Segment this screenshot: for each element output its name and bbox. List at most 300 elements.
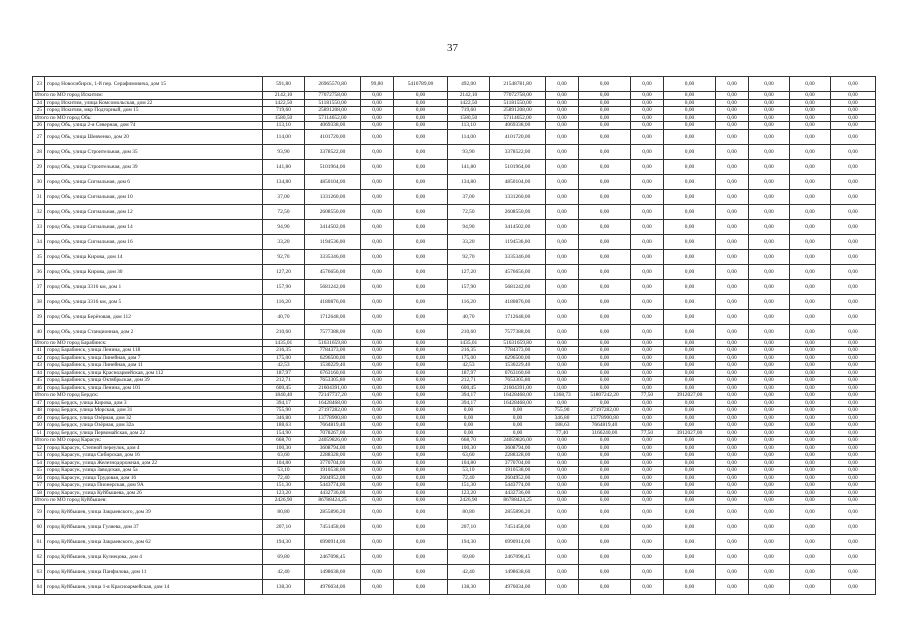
value-cell: 0,00 bbox=[716, 129, 749, 144]
value-cell: 92,70 bbox=[263, 249, 305, 264]
value-cell: 0,00 bbox=[361, 399, 394, 407]
value-cell: 1368,73 bbox=[546, 392, 579, 400]
address-cell: город Обь, улица 3316 км, дом 5 bbox=[45, 294, 263, 309]
value-cell: 13778900,80 bbox=[305, 414, 361, 422]
value-cell: 0,00 bbox=[716, 159, 749, 174]
value-cell: 0,00 bbox=[631, 369, 664, 377]
value-cell: 0,00 bbox=[490, 429, 546, 437]
subtotal-label: Итого по МО город Куйбышев: bbox=[33, 497, 263, 505]
value-cell: 42,40 bbox=[263, 564, 305, 579]
row-number: 40 bbox=[33, 324, 45, 339]
value-cell: 0,00 bbox=[831, 422, 876, 430]
table-row bbox=[33, 92, 876, 100]
value-cell: 0,00 bbox=[664, 497, 716, 505]
value-cell: 0,00 bbox=[716, 482, 749, 490]
value-cell: 0,00 bbox=[361, 422, 394, 430]
subtotal-label: Итого по МО город Барабинск: bbox=[33, 339, 263, 347]
value-cell: 0,00 bbox=[361, 579, 394, 594]
value-cell: 2426,90 bbox=[263, 497, 305, 505]
value-cell: 0,00 bbox=[394, 324, 448, 339]
value-cell: 1530229,40 bbox=[305, 362, 361, 370]
address-cell: город Обь, улица Строительная, дом 35 bbox=[45, 144, 263, 159]
address-cell: город Бердск, улица Озёрная, дом 32 bbox=[45, 414, 263, 422]
table-row bbox=[33, 129, 876, 144]
value-cell: 0,00 bbox=[716, 452, 749, 460]
value-cell: 57114652,00 bbox=[305, 114, 361, 122]
value-cell: 0,00 bbox=[394, 264, 448, 279]
value-cell: 0,00 bbox=[631, 482, 664, 490]
value-cell: 0,00 bbox=[790, 369, 831, 377]
value-cell: 0,00 bbox=[579, 504, 631, 519]
value-cell: 0,00 bbox=[361, 362, 394, 370]
value-cell: 0,00 bbox=[749, 122, 790, 130]
value-cell: 0,00 bbox=[749, 369, 790, 377]
value-cell: 0,00 bbox=[831, 467, 876, 475]
value-cell: 0,00 bbox=[631, 114, 664, 122]
value-cell: 0,00 bbox=[749, 99, 790, 107]
value-cell: 0,00 bbox=[664, 99, 716, 107]
value-cell: 0,00 bbox=[579, 219, 631, 234]
value-cell: 0,00 bbox=[631, 354, 664, 362]
row-number: 31 bbox=[33, 189, 45, 204]
value-cell: 0,00 bbox=[831, 489, 876, 497]
value-cell: 0,00 bbox=[579, 77, 631, 92]
value-cell: 175,00 bbox=[448, 354, 490, 362]
value-cell: 134,80 bbox=[448, 174, 490, 189]
value-cell: 114,00 bbox=[263, 129, 305, 144]
value-cell: 0,00 bbox=[790, 549, 831, 564]
table-row bbox=[33, 107, 876, 115]
value-cell: 210,60 bbox=[448, 324, 490, 339]
table-row bbox=[33, 249, 876, 264]
value-cell: 0,00 bbox=[664, 452, 716, 460]
address-cell: город Искитим, мкр Подгорный, дом 15 bbox=[45, 107, 263, 115]
address-cell: город Бердск, улица Морская, дом 31 bbox=[45, 407, 263, 415]
value-cell: 1530229,40 bbox=[490, 362, 546, 370]
value-cell: 0,00 bbox=[361, 482, 394, 490]
row-number: 27 bbox=[33, 129, 45, 144]
value-cell: 3414502,00 bbox=[305, 219, 361, 234]
value-cell: 72147737,20 bbox=[305, 392, 361, 400]
value-cell: 0,00 bbox=[831, 99, 876, 107]
value-cell: 0,00 bbox=[749, 422, 790, 430]
value-cell: 0,00 bbox=[831, 362, 876, 370]
value-cell: 0,00 bbox=[749, 444, 790, 452]
value-cell: 0,00 bbox=[664, 504, 716, 519]
value-cell: 0,00 bbox=[631, 437, 664, 445]
value-cell: 2855896,20 bbox=[490, 504, 546, 519]
value-cell: 4576656,00 bbox=[490, 264, 546, 279]
value-cell: 0,00 bbox=[749, 354, 790, 362]
value-cell: 2467098,45 bbox=[305, 549, 361, 564]
value-cell: 2142,10 bbox=[448, 92, 490, 100]
value-cell: 0,00 bbox=[749, 144, 790, 159]
value-cell: 0,00 bbox=[361, 249, 394, 264]
row-number: 30 bbox=[33, 174, 45, 189]
value-cell: 0,00 bbox=[631, 264, 664, 279]
table-row bbox=[33, 324, 876, 339]
table-row bbox=[33, 377, 876, 385]
value-cell: 0,00 bbox=[716, 347, 749, 355]
value-cell: 0,00 bbox=[831, 122, 876, 130]
value-cell: 51631659,80 bbox=[490, 339, 546, 347]
value-cell: 0,00 bbox=[716, 324, 749, 339]
value-cell: 0,00 bbox=[790, 122, 831, 130]
value-cell: 0,00 bbox=[749, 362, 790, 370]
value-cell: 210,60 bbox=[263, 324, 305, 339]
value-cell: 26965570,80 bbox=[305, 77, 361, 92]
value-cell: 0,00 bbox=[831, 347, 876, 355]
value-cell: 0,00 bbox=[790, 407, 831, 415]
address-cell: город Карасук, улица Заводская, дом 5а bbox=[45, 467, 263, 475]
value-cell: 42,53 bbox=[263, 362, 305, 370]
value-cell: 0,00 bbox=[394, 549, 448, 564]
value-cell: 0,00 bbox=[631, 452, 664, 460]
value-cell: 0,00 bbox=[831, 519, 876, 534]
value-cell: 0,00 bbox=[631, 467, 664, 475]
value-cell: 0,00 bbox=[790, 129, 831, 144]
value-cell: 0,00 bbox=[546, 249, 579, 264]
value-cell: 0,00 bbox=[579, 549, 631, 564]
table-row bbox=[33, 564, 876, 579]
value-cell: 0,00 bbox=[361, 489, 394, 497]
value-cell: 0,00 bbox=[631, 444, 664, 452]
value-cell: 0,00 bbox=[664, 414, 716, 422]
value-cell: 0,00 bbox=[790, 459, 831, 467]
value-cell: 2604952,00 bbox=[305, 474, 361, 482]
value-cell: 0,00 bbox=[361, 129, 394, 144]
value-cell: 600,45 bbox=[263, 384, 305, 392]
table-row bbox=[33, 519, 876, 534]
address-cell: город Обь, улица Кирова, дом 14 bbox=[45, 249, 263, 264]
value-cell: 16428468,00 bbox=[490, 399, 546, 407]
value-cell: 4180876,00 bbox=[305, 294, 361, 309]
value-cell: 346,80 bbox=[263, 414, 305, 422]
value-cell: 0,00 bbox=[361, 279, 394, 294]
table-row bbox=[33, 219, 876, 234]
value-cell: 0,00 bbox=[831, 474, 876, 482]
value-cell: 3912027,00 bbox=[664, 392, 716, 400]
row-number: 62 bbox=[33, 549, 45, 564]
value-cell: 0,00 bbox=[664, 294, 716, 309]
value-cell: 0,00 bbox=[546, 159, 579, 174]
value-cell: 0,00 bbox=[394, 564, 448, 579]
value-cell: 4850104,00 bbox=[305, 174, 361, 189]
value-cell: 0,00 bbox=[579, 249, 631, 264]
value-cell: 0,00 bbox=[579, 497, 631, 505]
value-cell: 0,00 bbox=[790, 354, 831, 362]
value-cell: 5681242,00 bbox=[490, 279, 546, 294]
value-cell: 0,00 bbox=[361, 519, 394, 534]
value-cell: 0,00 bbox=[664, 122, 716, 130]
value-cell: 6296500,00 bbox=[490, 354, 546, 362]
value-cell: 0,00 bbox=[631, 362, 664, 370]
value-cell: 0,00 bbox=[546, 444, 579, 452]
value-cell: 0,00 bbox=[664, 77, 716, 92]
value-cell: 194,30 bbox=[263, 534, 305, 549]
value-cell: 0,00 bbox=[579, 159, 631, 174]
value-cell: 0,00 bbox=[546, 122, 579, 130]
value-cell: 0,00 bbox=[716, 407, 749, 415]
value-cell: 0,00 bbox=[579, 564, 631, 579]
row-number: 33 bbox=[33, 219, 45, 234]
value-cell: 7653305,80 bbox=[490, 377, 546, 385]
value-cell: 0,00 bbox=[790, 414, 831, 422]
value-cell: 2288328,00 bbox=[490, 452, 546, 460]
value-cell: 0,00 bbox=[716, 219, 749, 234]
row-number: 24 bbox=[33, 99, 45, 107]
table-row bbox=[33, 114, 876, 122]
value-cell: 0,00 bbox=[546, 347, 579, 355]
value-cell: 0,00 bbox=[790, 497, 831, 505]
value-cell: 0,00 bbox=[716, 107, 749, 115]
value-cell: 0,00 bbox=[664, 399, 716, 407]
value-cell: 40,70 bbox=[263, 309, 305, 324]
value-cell: 0,00 bbox=[631, 92, 664, 100]
value-cell: 1712648,00 bbox=[490, 309, 546, 324]
value-cell: 0,00 bbox=[716, 497, 749, 505]
row-number: 64 bbox=[33, 579, 45, 594]
value-cell: 7451458,00 bbox=[305, 519, 361, 534]
value-cell: 0,00 bbox=[664, 264, 716, 279]
value-cell: 0,00 bbox=[579, 362, 631, 370]
value-cell: 0,00 bbox=[716, 99, 749, 107]
value-cell: 77,40 bbox=[546, 429, 579, 437]
value-cell: 1331260,00 bbox=[490, 189, 546, 204]
value-cell: 0,00 bbox=[394, 234, 448, 249]
value-cell: 0,00 bbox=[490, 414, 546, 422]
address-cell: город Обь, улица 3316 км, дом 1 bbox=[45, 279, 263, 294]
value-cell: 0,00 bbox=[361, 384, 394, 392]
value-cell: 0,00 bbox=[546, 437, 579, 445]
table-row bbox=[33, 429, 876, 437]
value-cell: 4976034,00 bbox=[305, 579, 361, 594]
value-cell: 0,00 bbox=[664, 579, 716, 594]
value-cell: 154,90 bbox=[263, 429, 305, 437]
value-cell: 1331260,00 bbox=[305, 189, 361, 204]
value-cell: 0,00 bbox=[546, 204, 579, 219]
value-cell: 0,00 bbox=[546, 564, 579, 579]
value-cell: 0,00 bbox=[361, 377, 394, 385]
value-cell: 0,00 bbox=[394, 497, 448, 505]
row-number: 38 bbox=[33, 294, 45, 309]
value-cell: 3912027,00 bbox=[664, 429, 716, 437]
subtotal-label: Итого по МО город Искитим: bbox=[33, 92, 263, 100]
value-cell: 0,00 bbox=[749, 129, 790, 144]
value-cell: 0,00 bbox=[716, 204, 749, 219]
value-cell: 0,00 bbox=[631, 459, 664, 467]
value-cell: 134,80 bbox=[263, 174, 305, 189]
row-number: 48 bbox=[33, 407, 45, 415]
value-cell: 5681242,00 bbox=[305, 279, 361, 294]
value-cell: 0,00 bbox=[546, 129, 579, 144]
table-row bbox=[33, 174, 876, 189]
value-cell: 0,00 bbox=[716, 279, 749, 294]
value-cell: 0,00 bbox=[790, 107, 831, 115]
value-cell: 0,00 bbox=[579, 234, 631, 249]
value-cell: 4069338,00 bbox=[305, 122, 361, 130]
table-row bbox=[33, 204, 876, 219]
value-cell: 0,00 bbox=[631, 534, 664, 549]
value-cell: 207,10 bbox=[263, 519, 305, 534]
value-cell: 7653305,80 bbox=[305, 377, 361, 385]
value-cell: 0,00 bbox=[749, 347, 790, 355]
value-cell: 0,00 bbox=[546, 234, 579, 249]
value-cell: 719,60 bbox=[448, 107, 490, 115]
value-cell: 0,00 bbox=[361, 444, 394, 452]
value-cell: 0,00 bbox=[831, 77, 876, 92]
value-cell: 0,00 bbox=[361, 264, 394, 279]
value-cell: 0,00 bbox=[631, 489, 664, 497]
value-cell: 0,00 bbox=[361, 99, 394, 107]
value-cell: 175,00 bbox=[263, 354, 305, 362]
value-cell: 25891208,00 bbox=[305, 107, 361, 115]
value-cell: 0,00 bbox=[361, 294, 394, 309]
value-cell: 0,00 bbox=[790, 474, 831, 482]
value-cell: 0,00 bbox=[631, 189, 664, 204]
table-row bbox=[33, 362, 876, 370]
row-number: 37 bbox=[33, 279, 45, 294]
row-number: 42 bbox=[33, 354, 45, 362]
value-cell: 0,00 bbox=[546, 459, 579, 467]
value-cell: 69,80 bbox=[263, 549, 305, 564]
value-cell: 0,00 bbox=[394, 377, 448, 385]
value-cell: 151,30 bbox=[448, 482, 490, 490]
value-cell: 0,00 bbox=[831, 407, 876, 415]
value-cell: 3166240,00 bbox=[579, 429, 631, 437]
value-cell: 668,70 bbox=[448, 437, 490, 445]
row-number: 55 bbox=[33, 467, 45, 475]
value-cell: 0,00 bbox=[790, 392, 831, 400]
value-cell: 0,00 bbox=[579, 369, 631, 377]
value-cell: 1910538,00 bbox=[490, 467, 546, 475]
value-cell: 0,00 bbox=[631, 564, 664, 579]
value-cell: 7784373,00 bbox=[490, 347, 546, 355]
value-cell: 0,00 bbox=[546, 324, 579, 339]
value-cell: 0,00 bbox=[394, 294, 448, 309]
value-cell: 0,00 bbox=[394, 392, 448, 400]
value-cell: 7577388,00 bbox=[490, 324, 546, 339]
value-cell: 0,00 bbox=[716, 519, 749, 534]
address-cell: город Барабинск, улица Линейная, дом 11 bbox=[45, 362, 263, 370]
address-cell: город Бердск, улица Озёрная, дом 32а bbox=[45, 422, 263, 430]
value-cell: 0,00 bbox=[631, 159, 664, 174]
value-cell: 0,00 bbox=[664, 369, 716, 377]
value-cell: 0,00 bbox=[716, 144, 749, 159]
value-cell: 0,00 bbox=[749, 474, 790, 482]
value-cell: 0,00 bbox=[361, 324, 394, 339]
value-cell: 0,00 bbox=[664, 249, 716, 264]
value-cell: 0,00 bbox=[361, 354, 394, 362]
value-cell: 0,00 bbox=[749, 482, 790, 490]
value-cell: 0,00 bbox=[361, 564, 394, 579]
row-number: 29 bbox=[33, 159, 45, 174]
value-cell: 0,00 bbox=[831, 384, 876, 392]
value-cell: 24059826,00 bbox=[305, 437, 361, 445]
address-cell: город Карасук, улица Железнодорожная, дом 22 bbox=[45, 459, 263, 467]
value-cell: 0,00 bbox=[394, 459, 448, 467]
value-cell: 0,00 bbox=[394, 519, 448, 534]
value-cell: 0,00 bbox=[716, 377, 749, 385]
value-cell: 0,00 bbox=[361, 369, 394, 377]
value-cell: 0,00 bbox=[361, 159, 394, 174]
address-cell: город Обь, улица Берёзовая, дом 112 bbox=[45, 309, 263, 324]
value-cell: 0,00 bbox=[394, 249, 448, 264]
value-cell: 0,00 bbox=[631, 144, 664, 159]
value-cell: 0,00 bbox=[664, 459, 716, 467]
value-cell: 0,00 bbox=[546, 534, 579, 549]
address-cell: город Куйбышев, улица Гуляева, дом 37 bbox=[45, 519, 263, 534]
row-number: 60 bbox=[33, 519, 45, 534]
table-row bbox=[33, 497, 876, 505]
value-cell: 0,00 bbox=[831, 459, 876, 467]
value-cell: 0,00 bbox=[394, 429, 448, 437]
address-cell: город Карасук, улица Трудовая, дом 16 bbox=[45, 474, 263, 482]
value-cell: 0,00 bbox=[790, 114, 831, 122]
value-cell: 77072758,00 bbox=[490, 92, 546, 100]
value-cell: 141,80 bbox=[263, 159, 305, 174]
value-cell: 0,00 bbox=[546, 114, 579, 122]
value-cell: 0,00 bbox=[579, 107, 631, 115]
value-cell: 42,40 bbox=[448, 564, 490, 579]
value-cell: 0,00 bbox=[394, 407, 448, 415]
value-cell: 57114652,00 bbox=[490, 114, 546, 122]
value-cell: 6990914,00 bbox=[305, 534, 361, 549]
value-cell: 0,00 bbox=[790, 482, 831, 490]
value-cell: 0,00 bbox=[790, 189, 831, 204]
value-cell: 0,00 bbox=[394, 452, 448, 460]
value-cell: 0,00 bbox=[631, 294, 664, 309]
value-cell: 0,00 bbox=[831, 392, 876, 400]
value-cell: 0,00 bbox=[579, 99, 631, 107]
value-cell: 0,00 bbox=[749, 452, 790, 460]
value-cell: 72,50 bbox=[263, 204, 305, 219]
value-cell: 0,00 bbox=[361, 107, 394, 115]
value-cell: 3335346,00 bbox=[305, 249, 361, 264]
value-cell: 40,70 bbox=[448, 309, 490, 324]
value-cell: 0,00 bbox=[361, 414, 394, 422]
value-cell: 2604952,00 bbox=[490, 474, 546, 482]
value-cell: 0,00 bbox=[579, 324, 631, 339]
value-cell: 0,00 bbox=[394, 219, 448, 234]
value-cell: 5416789,00 bbox=[394, 77, 448, 92]
value-cell: 0,00 bbox=[790, 384, 831, 392]
value-cell: 0,00 bbox=[664, 309, 716, 324]
value-cell: 0,00 bbox=[394, 99, 448, 107]
value-cell: 0,00 bbox=[749, 339, 790, 347]
row-number: 50 bbox=[33, 422, 45, 430]
value-cell: 93,90 bbox=[263, 144, 305, 159]
value-cell: 0,00 bbox=[749, 309, 790, 324]
value-cell: 0,00 bbox=[631, 339, 664, 347]
value-cell: 600,45 bbox=[448, 384, 490, 392]
value-cell: 0,00 bbox=[448, 414, 490, 422]
value-cell: 0,00 bbox=[749, 437, 790, 445]
value-cell: 0,00 bbox=[831, 354, 876, 362]
value-cell: 151,30 bbox=[263, 482, 305, 490]
value-cell: 86788424,25 bbox=[305, 497, 361, 505]
table-row bbox=[33, 399, 876, 407]
value-cell: 0,00 bbox=[394, 339, 448, 347]
value-cell: 0,00 bbox=[579, 482, 631, 490]
value-cell: 0,00 bbox=[831, 234, 876, 249]
value-cell: 207,10 bbox=[448, 519, 490, 534]
value-cell: 24059826,00 bbox=[490, 437, 546, 445]
value-cell: 0,00 bbox=[361, 407, 394, 415]
value-cell: 0,00 bbox=[546, 309, 579, 324]
value-cell: 0,00 bbox=[546, 279, 579, 294]
row-number: 43 bbox=[33, 362, 45, 370]
